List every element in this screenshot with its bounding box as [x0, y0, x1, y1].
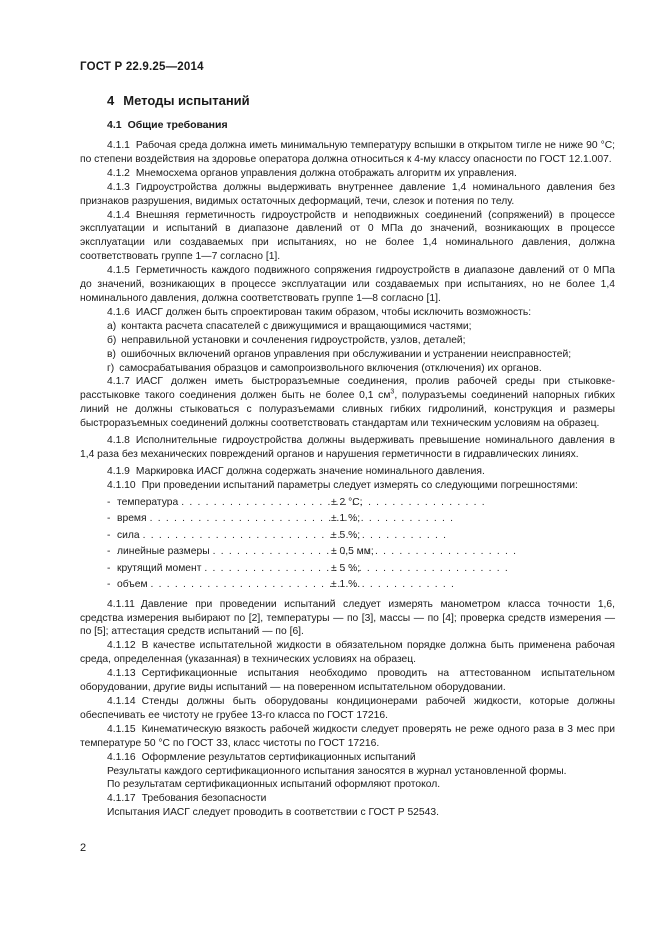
- clause-number: 4.1.11: [107, 598, 135, 610]
- subsection-number: 4.1: [107, 119, 122, 131]
- page-number: 2: [80, 842, 87, 854]
- list-item: [80, 362, 615, 376]
- tolerance-row: [80, 528, 615, 545]
- clause-number: 4.1.16: [107, 751, 136, 763]
- clause-text: Оформление результатов сертификационных испытаний: [141, 751, 416, 763]
- tolerance-value: ± 5 %;: [331, 529, 361, 541]
- clause-4-1-1: [80, 139, 615, 167]
- clause-number: 4.1.12: [107, 640, 136, 652]
- list-item: [80, 348, 615, 362]
- dot-leader: [143, 528, 448, 545]
- clause-4-1-17-line: Испытания ИАСГ следует проводить в соответствии с ГОСТ Р 52543.: [107, 807, 439, 819]
- list-text: контакта расчета спасателей с движущимися и вращающимися частями;: [121, 320, 472, 332]
- clause-number: 4.1.8: [107, 435, 130, 447]
- dash: -: [107, 562, 111, 574]
- subsection-title: Общие требования: [127, 119, 228, 131]
- list-item: [80, 334, 615, 348]
- tolerance-value: ± 1 %;: [331, 513, 361, 525]
- list-text: самосрабатывания образцов и самопроизвольного включения (отключения) их органов.: [119, 362, 542, 374]
- clause-4-1-14: [80, 695, 615, 723]
- clause-text: При проведении испытаний параметры следует измерять со следующими погрешностями:: [141, 479, 578, 491]
- list-marker: в): [107, 348, 116, 360]
- parameter-name: температура: [117, 496, 179, 508]
- dash: -: [107, 496, 111, 508]
- clause-text: Мнемосхема органов управления должна отображать алгоритм их управления.: [135, 167, 517, 179]
- parameter-name: сила: [117, 529, 140, 541]
- document-header: ГОСТ Р 22.9.25—2014: [80, 61, 204, 73]
- clause-text: Гидроустройства должны выдерживать внутреннее давление 1,4 номинального давления без признаков разрушения, видимых остаточных деформаций, течи, слезок и потения по телу.: [80, 181, 615, 207]
- clause-4-1-15: [80, 723, 615, 751]
- dot-leader: [151, 577, 456, 594]
- dash: -: [107, 513, 111, 525]
- list-marker: г): [107, 362, 115, 374]
- clause-4-1-7: [80, 375, 615, 431]
- section-number: 4: [107, 93, 115, 108]
- clause-text: Рабочая среда должна иметь минимальную температуру вспышки в открытом тигле не ниже 90 °С; по степени воздействия на здоровье оператора должна относиться к 4-му классу опасности по ГОСТ 12.1.007.: [80, 140, 615, 165]
- clause-4-1-8: [80, 434, 615, 462]
- tolerance-row: [80, 511, 615, 528]
- list-text: неправильной установки и сочленения гидроустройств, узлов, деталей;: [121, 334, 466, 346]
- clause-4-1-13: [80, 667, 615, 695]
- clause-number: 4.1.10: [107, 479, 136, 491]
- superscript: 3: [390, 388, 395, 396]
- clause-text: Сертификационные испытания необходимо проводить на аттестованном испытательном оборудовании, другие виды испытаний — на поверенном испытательном оборудовании.: [80, 668, 615, 694]
- clause-4-1-16: [80, 751, 615, 765]
- clause-text: ИАСГ должен иметь быстроразъемные соединения, пролив рабочей среды при стыковке-расстыковке такого соединения должен быть не более 0,1 см: [80, 376, 615, 402]
- tolerance-value: ± 5 %;: [331, 562, 361, 574]
- section-title: Методы испытаний: [123, 93, 250, 108]
- parameter-name: крутящий момент: [117, 562, 202, 574]
- clause-text: Герметичность каждого подвижного сопряжения гидроустройств в диапазоне давлений от 0 МПа до значений, возникающих в процессе эксплуатации или создаваемых при испытаниях, но не более 1,4 номинального давления, должна соответствовать группе 1—8 согласно [1].: [80, 265, 615, 304]
- clause-text: В качестве испытательной жидкости в обязательном порядке должна быть применена рабочая среда, определенная (указанная) в технических условиях на образец.: [80, 640, 615, 666]
- clause-4-1-6: [80, 306, 615, 320]
- clause-4-1-16-line-2: По результатам сертификационных испытаний оформляют протокол.: [107, 779, 441, 791]
- clause-text: Требования безопасности: [141, 793, 267, 805]
- clause-text: Стенды должны быть оборудованы кондиционерами рабочей жидкости, которые должны обеспечивать ее чистоту не грубее 13-го класса по ГОСТ 17216.: [80, 696, 615, 721]
- clause-number: 4.1.2: [107, 167, 130, 179]
- clause-4-1-3: [80, 181, 615, 209]
- tolerance-row: [80, 544, 615, 561]
- list-item: [80, 320, 615, 334]
- list-marker: а): [107, 320, 117, 332]
- clause-number: 4.1.3: [107, 181, 130, 193]
- dot-leader: [150, 511, 455, 528]
- tolerance-value: ± 1 %.: [331, 579, 361, 591]
- parameter-name: линейные размеры: [117, 546, 210, 558]
- clause-number: 4.1.4: [107, 209, 130, 221]
- tolerance-row: [80, 561, 615, 578]
- clause-number: 4.1.13: [107, 668, 136, 680]
- clause-4-1-16-line-1: Результаты каждого сертификационного испытания заносятся в журнал установленной формы.: [107, 765, 567, 777]
- tolerance-row: [80, 495, 615, 512]
- clause-number: 4.1.6: [107, 306, 130, 318]
- clause-4-1-4: [80, 209, 615, 265]
- tolerance-value: ± 0,5 мм;: [331, 546, 374, 558]
- clause-text: Давление при проведении испытаний следует измерять манометром класса точности 1,6, средства измерения выбирают по [2], температуры — по [3], массы — по [4]; проверка средств измерения — по [5]; аттестация средств испытаний — по [6].: [80, 598, 615, 638]
- clause-text: ИАСГ должен быть спроектирован таким образом, чтобы исключить возможность:: [135, 306, 532, 318]
- subsection-heading: [107, 119, 228, 131]
- clause-text: Кинематическую вязкость рабочей жидкости следует проверять не реже одного раза в 3 мес при температуре 50 °С по ГОСТ 33, класс чистоты по ГОСТ 17216.: [80, 723, 615, 749]
- clause-number: 4.1.5: [107, 265, 130, 277]
- parameter-name: время: [117, 513, 147, 525]
- clause-number: 4.1.15: [107, 723, 136, 735]
- parameter-name: объем: [117, 579, 148, 591]
- clause-4-1-11: [80, 598, 615, 640]
- list-text: ошибочных включений органов управления при обслуживании и устранении неисправностей;: [120, 348, 572, 360]
- dash: -: [107, 579, 111, 591]
- clause-number: 4.1.1: [107, 140, 130, 151]
- dash: -: [107, 529, 111, 541]
- list-marker: б): [107, 334, 117, 346]
- tolerance-list: [80, 495, 615, 594]
- clause-text: Исполнительные гидроустройства должны выдерживать превышение номинального давления в 1,4 раза без механических повреждений органов и нарушения герметичности в гидравлических линиях.: [80, 435, 615, 460]
- clause-4-1-12: [80, 639, 615, 667]
- clause-number: 4.1.14: [107, 696, 136, 707]
- tolerance-value: ± 2 °С;: [331, 496, 363, 508]
- clause-4-1-9: [80, 465, 615, 479]
- tolerance-row: [80, 577, 615, 594]
- clause-4-1-6-list: [80, 320, 615, 376]
- document-body: [80, 139, 615, 820]
- clause-4-1-10: [80, 479, 615, 493]
- clause-text: Внешняя герметичность гидроустройств и неподвижных соединений (сопряжений) в процессе эксплуатации и испытаний в диапазоне давлений от 0 МПа до значений, возникающих в процессе эксплуатации или создаваемых при испытаниях, но не более 1,4 номинального давления, должна соответствовать группе 1—7 согласно [1].: [80, 209, 615, 263]
- clause-4-1-17: [80, 792, 615, 806]
- clause-text: Маркировка ИАСГ должна содержать значение номинального давления.: [135, 465, 485, 477]
- clause-number: 4.1.9: [107, 465, 130, 477]
- clause-text-cont: , полуразъемы соединений напорных гибких линий не должны стыковаться с полуразъемами сливных гибких гидролиний, конструкция и размеры быстроразъемных соединений должны соответствовать стандартам или техническим условиям на образец.: [80, 390, 615, 430]
- clause-4-1-5: [80, 264, 615, 306]
- clause-number: 4.1.7: [107, 376, 130, 388]
- clause-number: 4.1.17: [107, 793, 136, 805]
- section-heading: [107, 93, 250, 108]
- clause-4-1-2: [80, 167, 615, 181]
- dash: -: [107, 546, 111, 558]
